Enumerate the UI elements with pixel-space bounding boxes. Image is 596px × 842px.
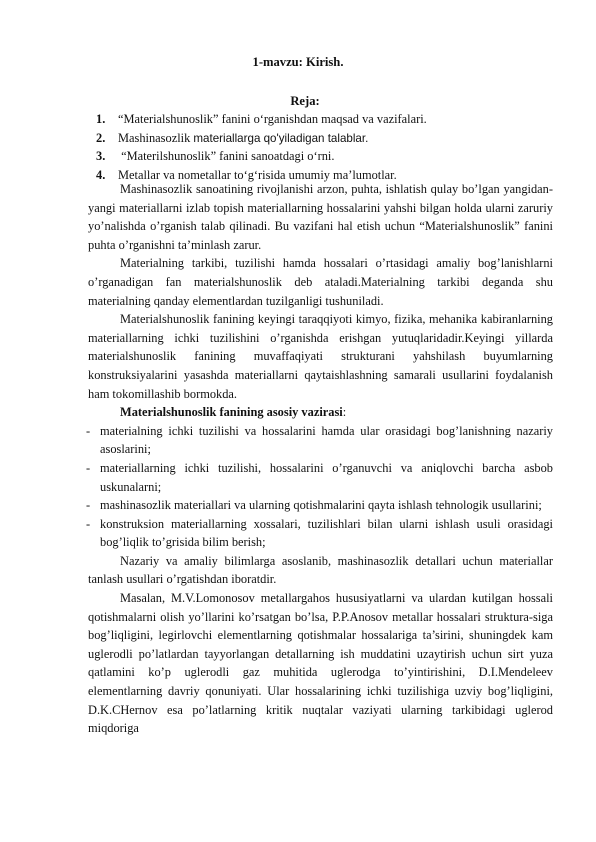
paragraph: Materialshunoslik fanining keyingi taraqqiyoti kimyo, fizika, mehanika kabiranlarning materiallarning ichki tuzilishini o’rganishda erishgan yutuqlaridadir.Keyingi yillarda materialshunoslik fanining muvaffaqiyati strukturani yahshilash buyumlarning konstruksiyalarini yasashda materiallarni qaytaishlashning samarali usullarini foydalanish ham tokomillashib bormokda. bbox=[88, 312, 553, 401]
list-item bbox=[88, 422, 553, 459]
paragraph: Masalan, M.V.Lomonosov metallargahos hususiyatlarni va ulardan kutilgan hossali qotishmalarni olish yo’llarini ko’rsatgan bo’lsa, P.P.Anosov metallar hossalari struktura-siga bog’liqligini, legirlovchi elementlarning qotishmalar hossalariga ta’sirini, shuningdek kam uglerodli po’latlardan tayyorlangan detallarning ish muddatini uzaytirish uchun sirt yuza qatlamini ko’p uglerodli gaz muhitida uglerodga to’yintirishini, D.I.Mendeleev elementlarning davriy qonuniyati. Ular hossalarining ichki tuzilishiga uzviy bog’liqligini, D.K.CHernov esa po’latlarning kritik nuqtalar vaziyati ularning tarkibidagi uglerod miqdoriga bbox=[88, 591, 553, 736]
plan-item-text-sans: materiallarga qo'yiladigan talablar. bbox=[193, 131, 369, 145]
list-item-text: mashinasozlik materiallari va ularning qotishmalarini qayta ishlash tehnologik usullarini; bbox=[100, 498, 542, 513]
tasks-list bbox=[88, 422, 553, 552]
page-title: 1-mavzu: Kirish. bbox=[252, 55, 344, 69]
list-item-text: materiallarning ichki tuzilishi, hossalarini o’rganuvchi va aniqlovchi barcha asbob uskunalarni; bbox=[100, 460, 553, 494]
dash-bullet: - bbox=[86, 516, 91, 531]
list-item-text: konstruksion materiallarning xossalari, tuzilishlari bilan ularni ishlash usuli orasidagi bog’liqlik to’grisida bilim berish; bbox=[100, 516, 553, 550]
plan-item-text: “Materilshunoslik” fanini sanoatdagi o‘rni. bbox=[118, 149, 335, 164]
plan-heading: Reja: bbox=[290, 94, 320, 108]
plan-item bbox=[96, 110, 427, 129]
dash-bullet: - bbox=[86, 498, 91, 513]
dash-bullet: - bbox=[86, 460, 91, 475]
tasks-heading: Materialshunoslik fanining asosiy vazirasi bbox=[120, 405, 343, 420]
list-item-text: materialning ichki tuzilishi va hossalarini hamda ular orasidagi bog’lanishning nazariy asoslarini; bbox=[100, 423, 553, 457]
dash-bullet: - bbox=[86, 423, 91, 438]
plan-list bbox=[96, 110, 427, 184]
tasks-heading-line bbox=[88, 403, 553, 422]
plan-item-text: Mashinasozlik bbox=[118, 130, 194, 145]
list-item bbox=[88, 459, 553, 496]
tasks-heading-colon: : bbox=[342, 405, 347, 420]
paragraph: Mashinasozlik sanoatining rivojlanishi arzon, puhta, ishlatish qulay bo’lgan yangidan- yangi materiallarni izlab topish materiallarning hossalarini yahshi bilgan holda ularni zaruriy yo’nalishda o’rganish talab qilinadi. Bu vazifani hal etish uchun “Materialshunoslik” fanini puhta o’rganishni ta’minlash zarur. bbox=[88, 182, 553, 252]
plan-item-number: 4. bbox=[96, 167, 106, 182]
paragraph: Materialning tarkibi, tuzilishi hamda hossalari o’rtasidagi amaliy bog’lanishlarni o’rganadigan fan materialshunoslik deb ataladi.Materialning tarkibi deganda shu materialning qanday elementlardan tuzilganligi tushuniladi. bbox=[88, 256, 553, 308]
plan-item-number: 2. bbox=[96, 130, 106, 145]
plan-item-text: “Materialshunoslik” fanini o‘rganishdan maqsad va vazifalari. bbox=[118, 112, 427, 126]
plan-item-number: 3. bbox=[96, 149, 106, 164]
list-item bbox=[88, 515, 553, 552]
list-item bbox=[88, 496, 553, 515]
plan-item bbox=[96, 129, 427, 148]
paragraph: Nazariy va amaliy bilimlarga asoslanib, mashinasozlik detallari uchun materiallar tanlash usullari o’rgatishdan iboratdir. bbox=[88, 553, 553, 587]
plan-item bbox=[96, 147, 427, 166]
body-text bbox=[88, 180, 553, 738]
plan-item-number: 1. bbox=[96, 112, 106, 126]
plan-item-text: Metallar va nometallar to‘g‘risida umumiy ma’lumotlar. bbox=[118, 167, 397, 182]
